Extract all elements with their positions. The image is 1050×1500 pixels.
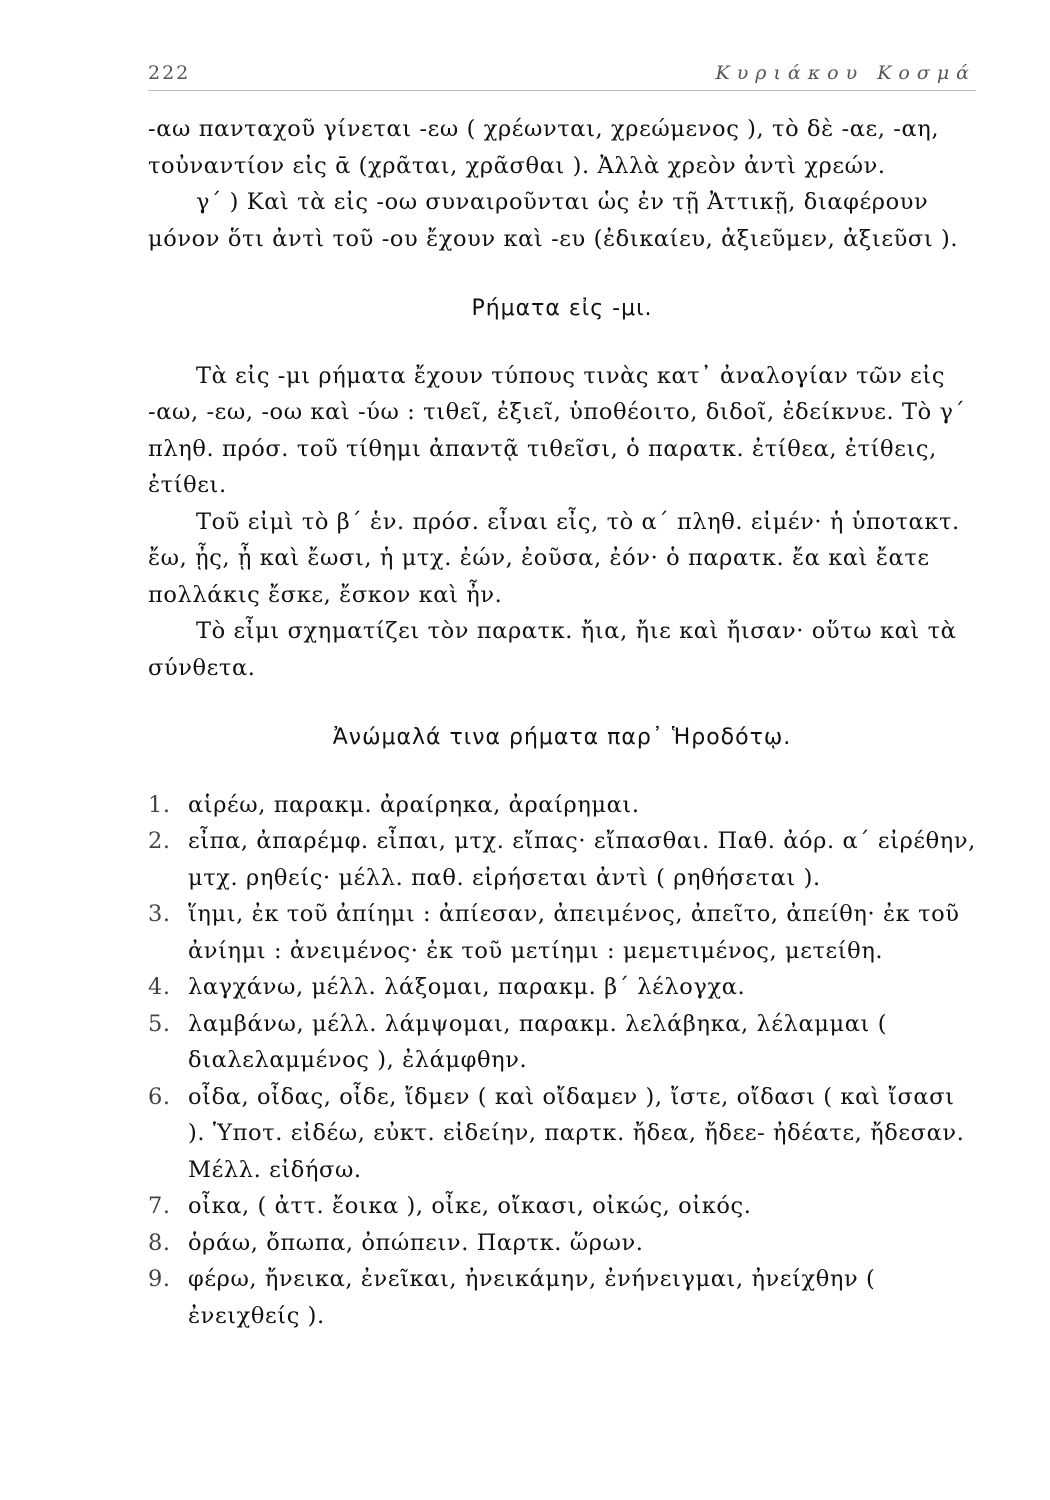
list-item	[148, 1006, 976, 1079]
item-number: 3.	[148, 901, 171, 927]
item-number: 5.	[148, 1010, 171, 1037]
item-number: 2.	[148, 828, 171, 854]
running-head	[148, 62, 976, 91]
item-number: 6.	[148, 1083, 171, 1110]
list-item	[148, 823, 976, 896]
list-item	[148, 1261, 976, 1334]
item-text: οἶκα, ( ἀττ. ἔοικα ), οἶκε, οἴκασι, οἰκώς, οἰκός.	[188, 1193, 752, 1219]
list-item	[148, 1188, 976, 1225]
page	[148, 62, 976, 1334]
item-text: οἶδα, οἶδας, οἶδε, ἴδμεν ( καὶ οἴδαμεν ), ἴστε, οἴδασι ( καὶ ἴσασι ). Ὑποτ. εἰδέω, εὐκτ. εἰδείην, παρτκ. ἤδεα, ἤδεε- ἠδέατε, ἤδεσαν. Μέλλ. εἰδήσω.	[188, 1083, 965, 1183]
mi-verbs-paragraph-2: Τοῦ εἰμὶ τὸ β´ ἑν. πρόσ. εἶναι εἶς, τὸ α´ πληθ. εἰμέν· ἡ ὑποτακτ. ἔω, ᾖς, ᾖ καὶ ἔωσι, ἡ μτχ. ἐών, ἐοῦσα, ἐόν· ὁ παρατκ. ἔα καὶ ἔατε πολλάκις ἔσκε, ἔσκον καὶ ἦν.	[148, 508, 960, 608]
item-text: λαμβάνω, μέλλ. λάμψομαι, παρακμ. λελάβηκα, λέλαμμαι ( διαλελαμμένος ), ἐλάμφθην.	[188, 1010, 888, 1073]
item-text: εἶπα, ἀπαρέμφ. εἶπαι, μτχ. εἴπας· εἴπασθαι. Παθ. ἀόρ. α´ εἰρέθην, μτχ. ρηθείς· μέλλ. παθ. εἰρήσεται ἀντὶ ( ρηθήσεται ).	[188, 828, 976, 891]
section-heading-irregular-verbs: Ἀνώμαλά τινα ρήματα παρ᾽ Ἡροδότῳ.	[332, 725, 792, 750]
item-text: λαγχάνω, μέλλ. λάξομαι, παρακμ. β´ λέλογχα.	[188, 974, 746, 1000]
list-item	[148, 1225, 976, 1262]
item-number: 9.	[148, 1266, 171, 1292]
item-text: ὁράω, ὄπωπα, ὀπώπειν. Παρτκ. ὥρων.	[188, 1229, 644, 1256]
item-number: 7.	[148, 1193, 171, 1219]
mi-verbs-paragraph-3: Τὸ εἶμι σχηματίζει τὸν παρατκ. ἤια, ἤιε καὶ ἤισαν· οὕτω καὶ τὰ σύνθετα.	[148, 618, 957, 681]
list-item	[148, 969, 976, 1006]
irregular-verb-list	[148, 787, 976, 1335]
section-heading-mi-verbs: Ρήματα εἰς -μι.	[471, 296, 653, 321]
item-text: φέρω, ἤνεικα, ἐνεῖκαι, ἠνεικάμην, ἐνήνειγμαι, ἠνείχθην ( ἐνειχθείς ).	[188, 1266, 876, 1329]
intro-paragraph-2: γ´ ) Καὶ τὰ εἰς -οω συναιροῦνται ὡς ἐν τῇ Ἀττικῇ, διαφέρουν μόνον ὅτι ἀντὶ τοῦ -ου ἔχουν καὶ -ευ (ἐδικαίευ, ἀξιεῦμεν, ἀξιεῦσι ).	[148, 189, 959, 252]
list-item	[148, 1079, 976, 1189]
item-text: αἱρέω, παρακμ. ἀραίρηκα, ἀραίρημαι.	[188, 791, 640, 818]
body-text	[148, 111, 976, 1334]
item-number: 4.	[148, 974, 171, 1000]
item-number: 8.	[148, 1229, 171, 1256]
intro-paragraph-1: -αω πανταχοῦ γίνεται -εω ( χρέωνται, χρεώμενος ), τὸ δὲ -αε, -αη, τοὐναντίον εἰς ᾱ (χρᾶται, χρᾶσθαι ). Ἀλλὰ χρεὸν ἀντὶ χρεών.	[148, 116, 940, 179]
running-title: Κυριάκου Κοσμά	[715, 62, 976, 84]
page-number: 222	[148, 62, 191, 84]
item-number: 1.	[148, 791, 171, 818]
mi-verbs-paragraph-1: Τὰ εἰς -μι ρήματα ἔχουν τύπους τινὰς κατ᾽ ἀναλογίαν τῶν εἰς -αω, -εω, -οω καὶ -ύω : τιθεῖ, ἐξιεῖ, ὑποθέοιτο, διδοῖ, ἐδείκνυε. Τὸ γ´ πληθ. πρόσ. τοῦ τίθημι ἀπαντᾷ τιθεῖσι, ὁ παρατκ. ἐτίθεα, ἐτίθεις, ἐτίθει.	[148, 362, 966, 498]
list-item	[148, 787, 976, 824]
list-item	[148, 896, 976, 969]
item-text: ἵημι, ἐκ τοῦ ἀπίημι : ἀπίεσαν, ἀπειμένος, ἀπεῖτο, ἀπείθη· ἐκ τοῦ ἀνίημι : ἀνειμένος· ἐκ τοῦ μετίημι : μεμετιμένος, μετείθη.	[188, 901, 960, 964]
